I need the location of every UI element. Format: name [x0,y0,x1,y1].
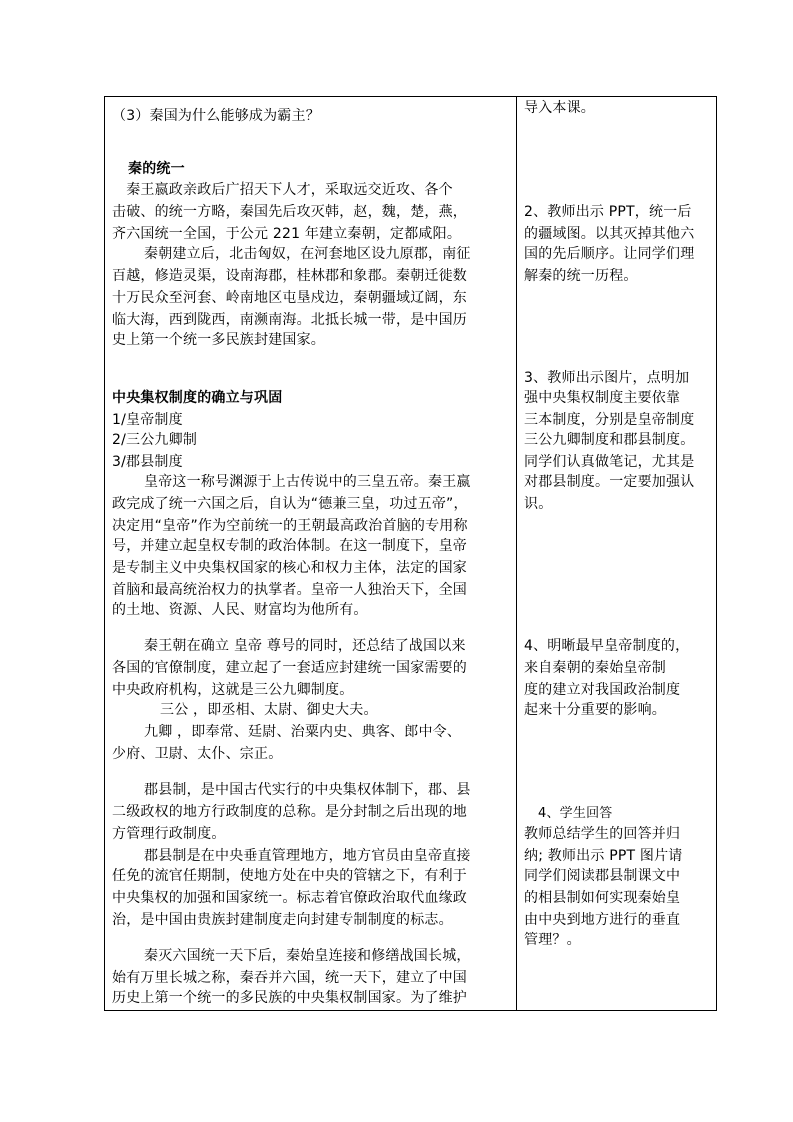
note-5-line: 同学们阅读郡县制课文中 [524,868,681,884]
jiuqing-line: 九卿 ，即奉常、廷尉、治粟内史、典客、郎中令、 [144,724,462,740]
note-3-line: 三公九卿制度和郡县制度。 [524,432,695,448]
note-intro: 导入本课。 [524,100,595,116]
question-3: （3）秦国为什么能够成为霸主？ [112,108,320,124]
jiuqing-line: 少府、卫尉、太仆、宗正。 [112,746,283,762]
p5-line: 二级政权的地方行政制度的总称。是分封制之后出现的地 [112,804,467,820]
note-3-line: 对郡县制度。一定要加强认 [524,474,695,490]
note-5-line: 管理？。 [524,932,581,948]
list-item: 1/皇帝制度 [112,412,183,428]
note-3-line: 同学们认真做笔记，尤其是 [524,454,695,470]
p5-line: 方管理行政制度。 [112,826,226,842]
note-4-line: 4、明晰最早皇帝制度的， [524,638,690,654]
p5-line: 郡县制，是中国古代实行的中央集权体制下，郡、县 [144,782,471,798]
p3-line: 政完成了统一六国之后，自认为“德兼三皇，功过五帝”， [112,496,468,512]
p2-line: 临大海，西到陇西，南濒南海。北抵长城一带，是中国历 [112,312,467,328]
p3-line: 决定用“皇帝”作为空前统一的王朝最高政治首脑的专用称 [112,518,468,534]
note-2-line: 2、教师出示 PPT，统一后 [524,204,692,220]
p3-line: 的土地、资源、人民、财富均为他所有。 [112,602,368,618]
p6-line: 中央集权的加强和国家统一。标志着官僚政治取代血缘政 [112,890,467,906]
p3-line: 首脑和最高统治权力的执掌者。皇帝一人独治天下，全国 [112,582,467,598]
note-5-line: 教师总结学生的回答并归 [524,826,681,842]
p2-line: 十万民众至河套、岭南地区屯垦戍边，秦朝疆域辽阔，东 [112,290,467,306]
sangong-line: 三公 ，即丞相、太尉、御史大夫。 [160,702,378,718]
p3-line: 是专制主义中央集权国家的核心和权力主体，法定的国家 [112,560,467,576]
p4-line: 中央政府机构，这就是三公九卿制度。 [112,682,354,698]
p2-line: 秦朝建立后，北击匈奴，在河套地区设九原郡，南征 [144,246,471,262]
heading-unify: 秦的统一 [128,161,185,177]
note-3-line: 识。 [524,496,553,512]
p2-line: 史上第一个统一多民族封建国家。 [112,332,325,348]
p3-line: 号，并建立起皇权专制的政治体制。在这一制度下，皇帝 [112,538,467,554]
p6-line: 郡县制是在中央垂直管理地方，地方官员由皇帝直接 [144,848,471,864]
note-3-line: 3、教师出示图片，点明加 [524,370,690,386]
p7-line: 历史上第一个统一的多民族的中央集权制国家。为了维护 [112,990,467,1006]
note-5-line: 由中央到地方进行的垂直 [524,912,681,928]
note-3-line: 三本制度，分别是皇帝制度 [524,412,695,428]
column-divider [516,96,517,1011]
p6-line: 任免的流官任期制，使地方处在中央的管辖之下，有利于 [112,868,467,884]
note-5-line: 纳; 教师出示 PPT 图片请 [524,848,683,864]
note-2-line: 国的先后顺序。让同学们理 [524,246,695,262]
p3-line: 皇帝这一称号渊源于上古传说中的三皇五帝。秦王嬴 [144,474,471,490]
p7-line: 秦灭六国统一天下后，秦始皇连接和修缮战国长城， [144,948,471,964]
p1-line: 击破、的统一方略，秦国先后攻灭韩，赵，魏，楚，燕， [112,204,467,220]
note-3-line: 强中央集权制度主要依靠 [524,390,681,406]
note-2-line: 的疆域图。以其灭掉其他六 [524,226,695,242]
p2-line: 百越，修造灵渠，设南海郡，桂林郡和象郡。秦朝迁徙数 [112,268,467,284]
list-item: 3/郡县制度 [112,454,183,470]
p4-line: 各国的官僚制度，建立起了一套适应封建统一国家需要的 [112,660,467,676]
note-4-line: 来自秦朝的秦始皇帝制 [524,660,666,676]
heading-central: 中央集权制度的确立与巩固 [112,390,283,406]
note-2-line: 解秦的统一历程。 [524,268,638,284]
p1-line: 秦王嬴政亲政后广招天下人才，采取远交近攻、各个 [112,182,453,198]
note-4-line: 起来十分重要的影响。 [524,702,666,718]
note-4-line: 度的建立对我国政治制度 [524,682,681,698]
note-4b: 4、学生回答 [538,806,613,821]
p6-line: 治，是中国由贵族封建制度走向封建专制制度的标志。 [112,912,453,928]
p4-line: 秦王朝在确立 皇帝 尊号的同时，还总结了战国以来 [144,638,466,654]
note-5-line: 的相县制如何实现秦始皇 [524,890,681,906]
list-item: 2/三公九卿制 [112,432,198,448]
p1-line: 齐六国统一全国，于公元 221 年建立秦朝，定都咸阳。 [112,226,462,242]
p7-line: 始有万里长城之称，秦吞并六国，统一天下，建立了中国 [112,970,467,986]
